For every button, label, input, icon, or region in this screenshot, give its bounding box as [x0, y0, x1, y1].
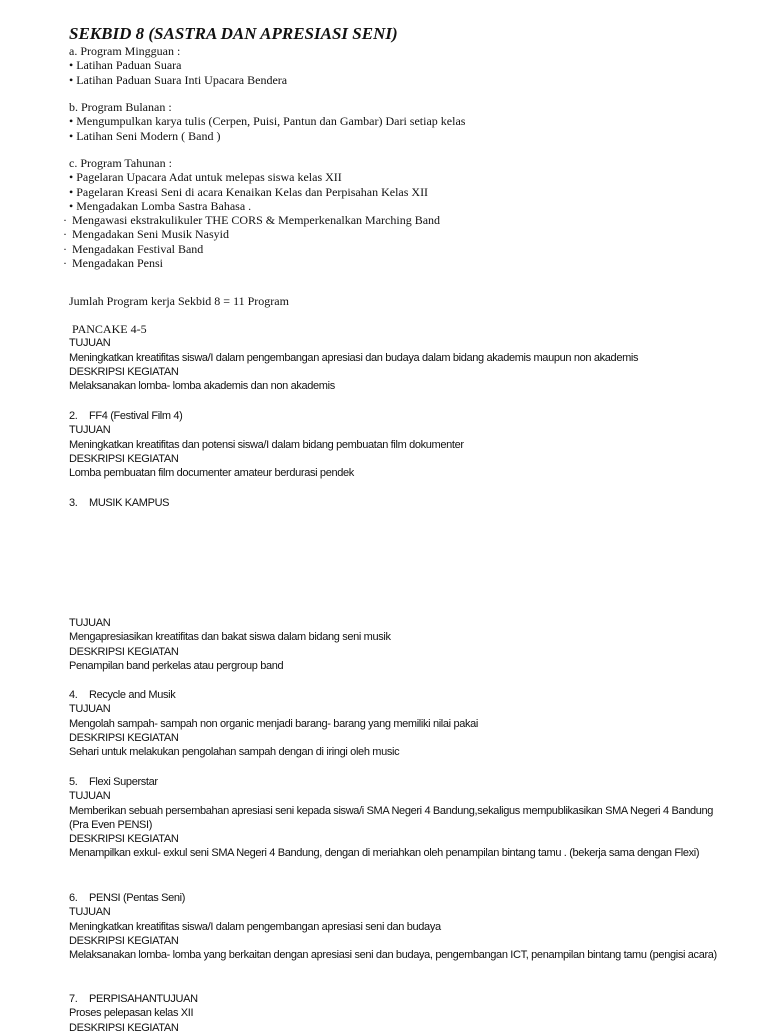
deskripsi-text: Sehari untuk melakukan pengolahan sampah dengan di iringi oleh music: [69, 746, 400, 759]
deskripsi-label: DESKRIPSI KEGIATAN: [69, 452, 179, 465]
deskripsi-text: Melaksanakan lomba- lomba yang berkaitan dengan apresiasi seni dan budaya, pengembangan ICT, penampilan bintang tamu (pengisi acara): [69, 949, 717, 962]
deskripsi-label: DESKRIPSI KEGIATAN: [69, 645, 179, 658]
bullet-dot: ·: [63, 241, 67, 256]
bullet-dot: ·: [63, 213, 67, 228]
program-name: FF4 (Festival Film 4): [89, 410, 183, 422]
yearly-extra-item: [63, 256, 732, 271]
bullet-dot: ·: [63, 227, 67, 242]
program-number: 7.: [69, 993, 78, 1005]
tujuan-label: TUJUAN: [69, 703, 111, 716]
program-name: PERPISAHANTUJUAN: [89, 993, 198, 1005]
program-name: PENSI (Pentas Seni): [89, 892, 186, 904]
program-heading: [69, 409, 729, 423]
program-item: [69, 688, 729, 759]
program-heading: [69, 891, 729, 905]
deskripsi-label: DESKRIPSI KEGIATAN: [69, 1021, 179, 1034]
tujuan-label: TUJUAN: [69, 337, 111, 350]
program-item: [69, 409, 729, 480]
tujuan-label: TUJUAN: [69, 906, 111, 919]
program-summary: [69, 294, 729, 308]
tujuan-label: TUJUAN: [69, 617, 111, 629]
deskripsi-text: Lomba pembuatan film documenter amateur berdurasi pendek: [69, 467, 354, 480]
yearly-extra-item: [63, 227, 732, 242]
tujuan-text: Meningkatkan kreatifitas siswa/I dalam pengembangan apresiasi seni dan budaya: [69, 920, 441, 933]
program-number: 6.: [69, 892, 78, 904]
yearly-extra-item: [63, 213, 732, 228]
yearly-extra-item-text: Mengawasi ekstrakulikuler THE CORS & Memperkenalkan Marching Band: [72, 213, 441, 228]
program-item: [69, 775, 729, 861]
yearly-extra-item-text: Mengadakan Pensi: [72, 256, 163, 271]
program-name: Flexi Superstar: [89, 776, 158, 788]
tujuan-label: TUJUAN: [69, 790, 111, 803]
tujuan-text: Mengapresiasikan kreatifitas dan bakat siswa dalam bidang seni musik: [69, 631, 391, 644]
program-heading: [69, 496, 729, 510]
yearly-extra-item-text: Mengadakan Festival Band: [72, 241, 204, 256]
yearly-program-item: • Pagelaran Kreasi Seni di acara Kenaikan Kelas dan Perpisahan Kelas XII: [69, 184, 429, 199]
program-item: [69, 992, 729, 1035]
deskripsi-label: DESKRIPSI KEGIATAN: [69, 934, 179, 947]
program-number: 5.: [69, 776, 78, 788]
tujuan-text: Meningkatkan kreatifitas siswa/I dalam pengembangan apresiasi dan budaya dalam bidang akademis maupun non akademis: [69, 351, 639, 364]
program-name: MUSIK KAMPUS: [89, 497, 170, 509]
program-item: [69, 322, 729, 393]
deskripsi-text: Penampilan band perkelas atau pergroup band: [69, 659, 284, 672]
deskripsi-label: DESKRIPSI KEGIATAN: [69, 731, 179, 744]
yearly-extra-item: [63, 241, 732, 256]
yearly-extra-item-text: Mengadakan Seni Musik Nasyid: [72, 227, 229, 242]
document-title: SEKBID 8 (SASTRA DAN APRESIASI SENI): [69, 24, 398, 43]
weekly-program-section: [69, 44, 729, 87]
program-number: 4.: [69, 689, 78, 701]
bullet-dot: ·: [63, 256, 67, 271]
tujuan-text: Proses pelepasan kelas XII: [69, 1007, 194, 1020]
deskripsi-text: Menampilkan exkul- exkul seni SMA Negeri 4 Bandung, dengan di meriahkan oleh penampilan bintang tamu . (bekerja sama dengan Flexi): [69, 847, 700, 860]
deskripsi-text: Melaksanakan lomba- lomba akademis dan non akademis: [69, 380, 335, 393]
weekly-program-heading: a. Program Mingguan :: [69, 44, 181, 58]
yearly-program-section: [63, 156, 729, 271]
weekly-program-item: • Latihan Paduan Suara Inti Upacara Bendera: [69, 72, 288, 87]
program-heading: [69, 992, 729, 1006]
tujuan-text: Mengolah sampah- sampah non organic menjadi barang- barang yang memiliki nilai pakai: [69, 717, 479, 730]
program-number: 3.: [69, 497, 78, 509]
program-name: PANCAKE 4-5: [72, 322, 147, 336]
deskripsi-label: DESKRIPSI KEGIATAN: [69, 365, 179, 378]
tujuan-label: TUJUAN: [69, 424, 111, 437]
program-name: Recycle and Musik: [89, 689, 176, 701]
program-item: [69, 891, 729, 962]
program-count-text: Jumlah Program kerja Sekbid 8 = 11 Program: [69, 294, 289, 308]
program-heading: [69, 775, 729, 789]
program-heading: [69, 688, 729, 702]
tujuan-text: Meningkatkan kreatifitas dan potensi siswa/I dalam bidang pembuatan film dokumenter: [69, 438, 464, 451]
program-number: 2.: [69, 410, 78, 422]
monthly-program-item: • Latihan Seni Modern ( Band ): [69, 128, 221, 143]
deskripsi-label: DESKRIPSI KEGIATAN: [69, 833, 179, 846]
monthly-program-heading: b. Program Bulanan :: [69, 100, 172, 114]
program-details: [69, 616, 729, 673]
yearly-program-item: • Pagelaran Upacara Adat untuk melepas siswa kelas XII: [69, 170, 342, 185]
program-item: [69, 496, 729, 510]
monthly-program-item: • Mengumpulkan karya tulis (Cerpen, Puisi, Pantun dan Gambar) Dari setiap kelas: [69, 114, 466, 129]
tujuan-text: Memberikan sebuah persembahan apresiasi seni kepada siswa/i SMA Negeri 4 Bandung,sekaligus mempublikasikan SMA Negeri 4 Bandung (Pra Even PENSI): [69, 804, 714, 831]
yearly-program-item: • Mengadakan Lomba Sastra Bahasa .: [69, 198, 252, 213]
monthly-program-section: [69, 100, 729, 143]
weekly-program-item: • Latihan Paduan Suara: [69, 58, 182, 73]
yearly-program-heading: c. Program Tahunan :: [69, 156, 172, 170]
